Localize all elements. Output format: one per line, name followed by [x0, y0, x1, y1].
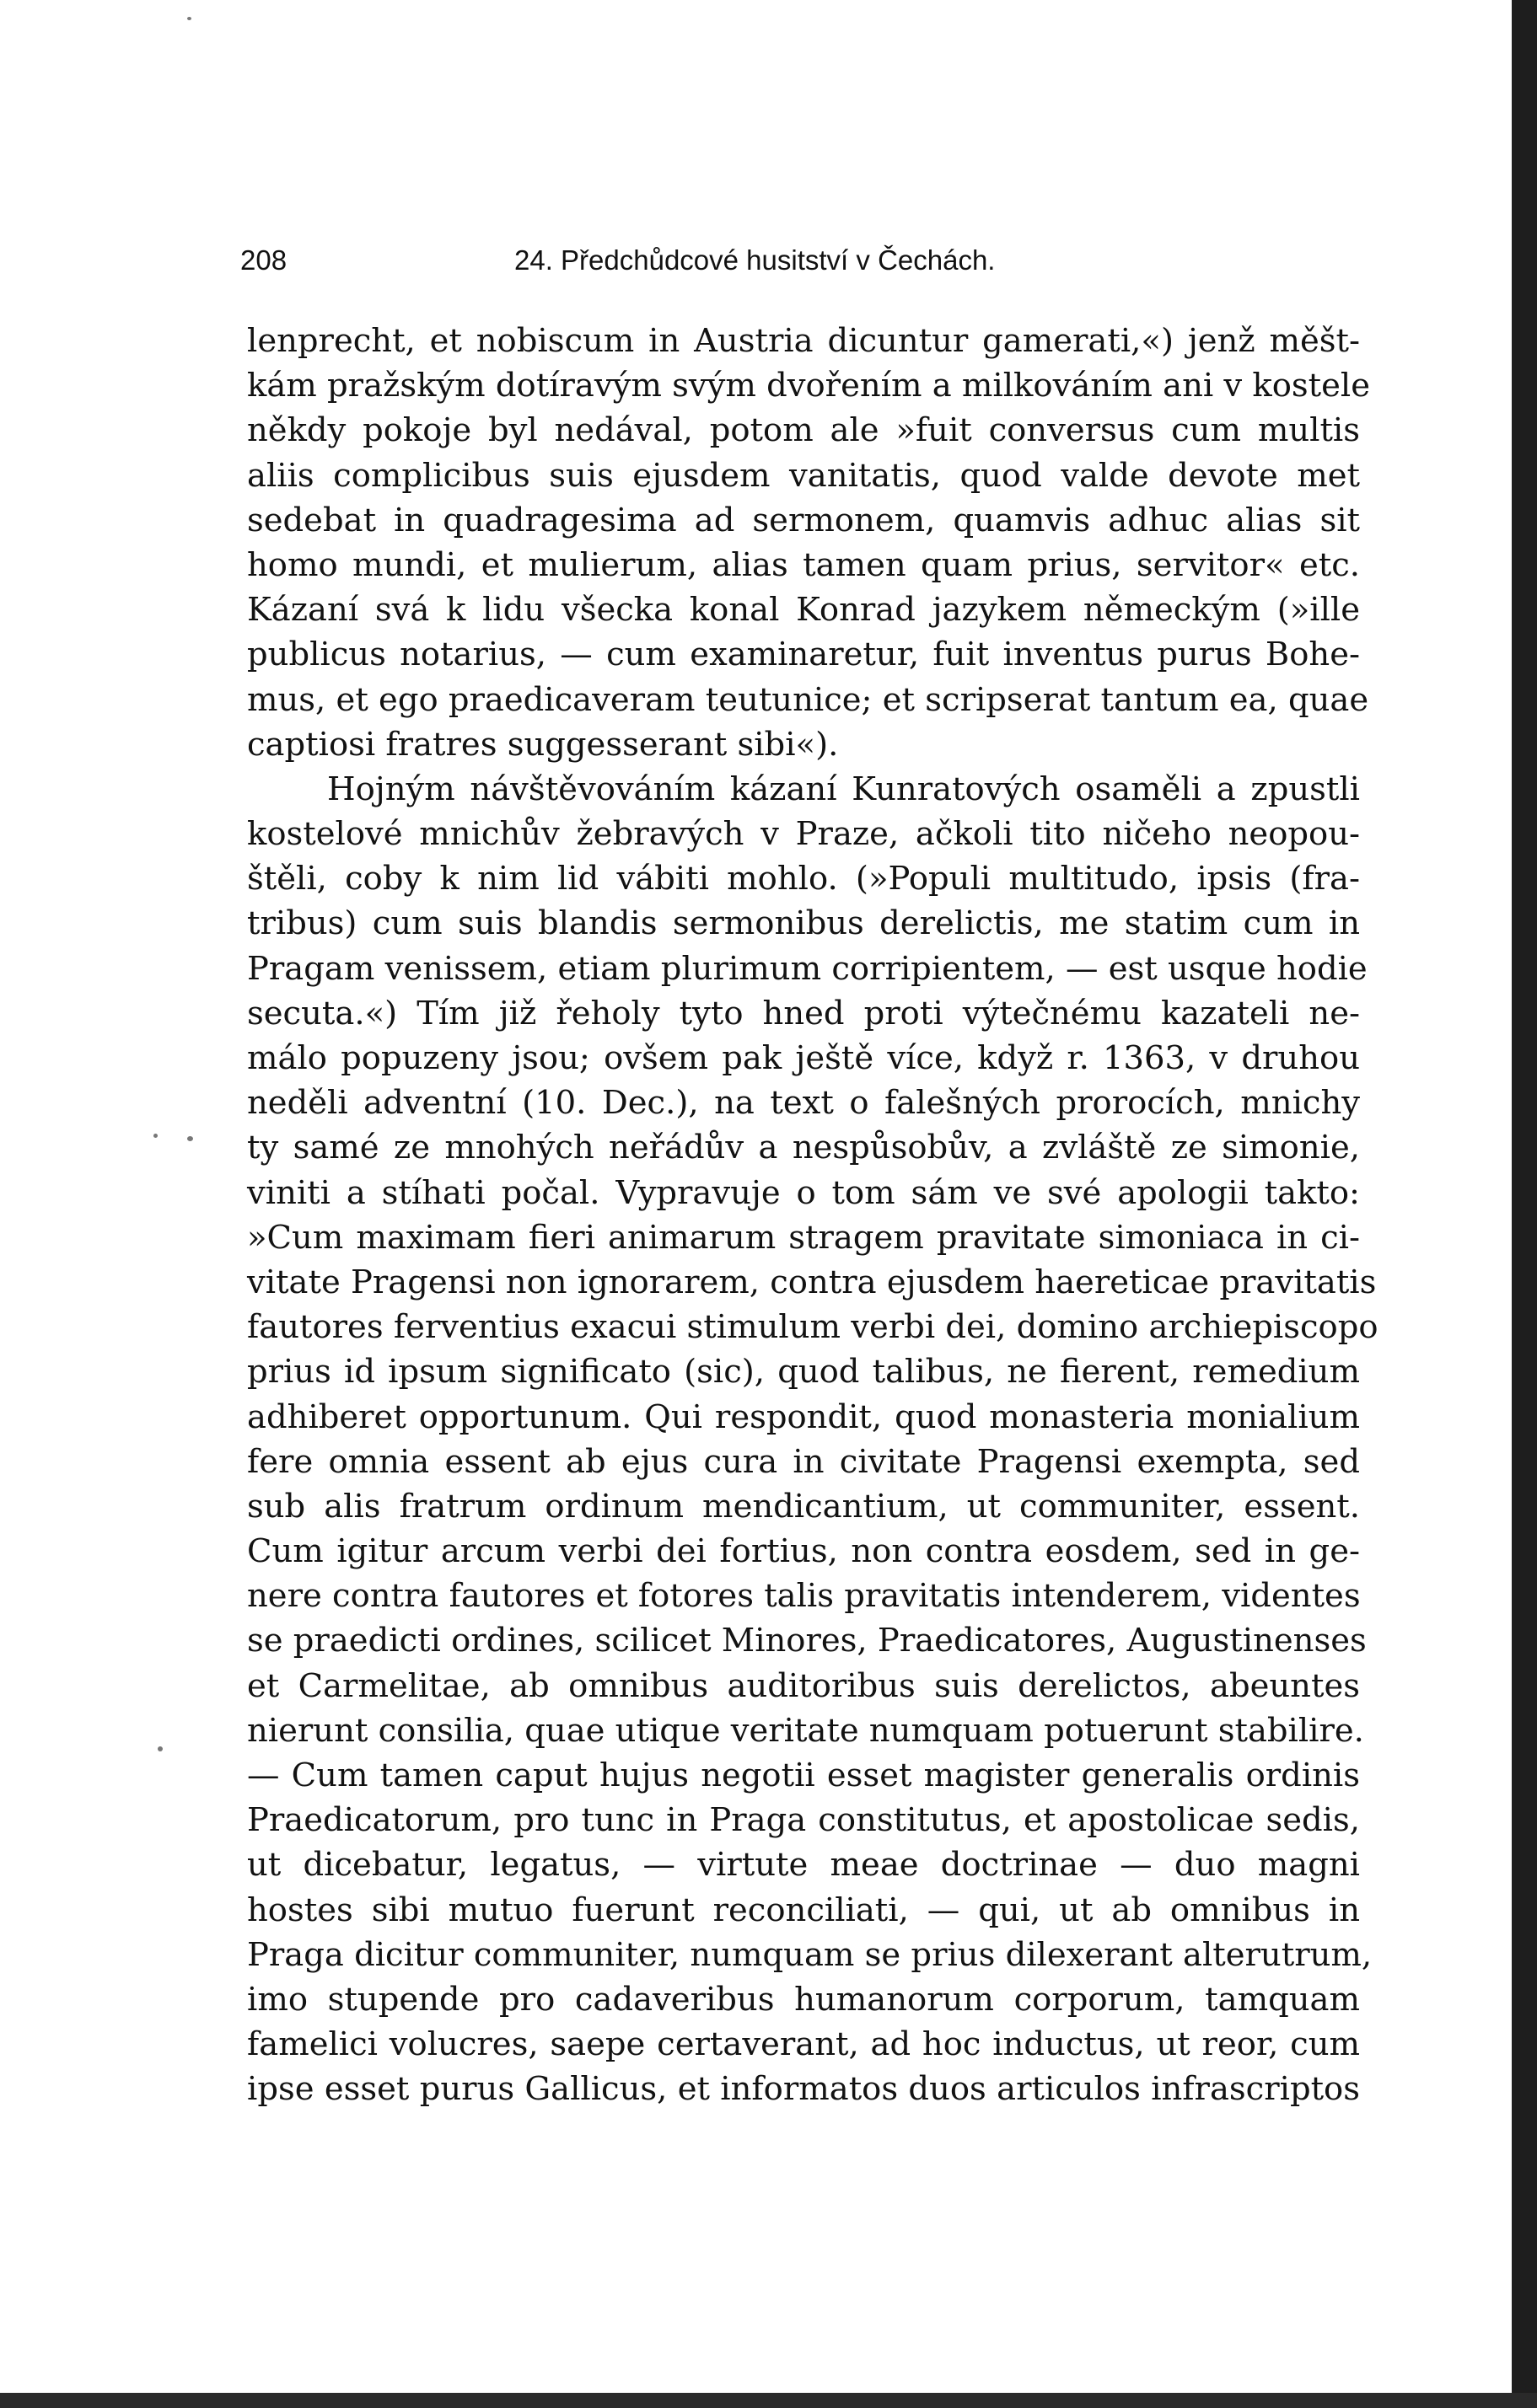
paragraph-first-line: Hojným návštěvováním kázaní Kunratových osaměli a zpustli [327, 770, 1360, 808]
text-line: málo popuzeny jsou; ovšem pak ještě více, když r. 1363, v druhou [247, 1039, 1360, 1077]
text-line: tribus) cum suis blandis sermonibus derelictis, me statim cum in [247, 904, 1360, 943]
running-head [240, 244, 1366, 278]
text-line: secuta.«) Tím již řeholy tyto hned proti výtečnému kazateli ne- [247, 994, 1360, 1032]
text-line: homo mundi, et mulierum, alias tamen quam prius, servitor« etc. [247, 545, 1360, 584]
text-line: sub alis fratrum ordinum mendicantium, ut communiter, essent. [247, 1487, 1360, 1526]
text-line: prius id ipsum significato (sic), quod talibus, ne fierent, remedium [247, 1353, 1360, 1392]
scan-border-right [1512, 0, 1537, 2408]
text-line: lenprecht, et nobiscum in Austria dicuntur gamerati,«) jenž měšt- [247, 322, 1360, 360]
text-line: fautores ferventius exacui stimulum verbi dei, domino archiepiscopo [247, 1308, 1378, 1347]
text-line: mus, et ego praedicaveram teutunice; et scripserat tantum ea, quae [247, 680, 1369, 719]
running-title: 24. Předchůdcové husitství v Čechách. [514, 244, 996, 276]
text-line: Pragam venissem, etiam plurimum corripientem, — est usque hodie [247, 949, 1368, 988]
text-line: »Cum maximam fieri animarum stragem pravitate simoniaca in ci- [247, 1218, 1360, 1257]
scan-border-bottom [0, 2393, 1537, 2408]
text-line: — Cum tamen caput hujus negotii esset magister generalis ordinis [247, 1756, 1360, 1794]
scan-speck [158, 1746, 163, 1751]
text-line: sedebat in quadragesima ad sermonem, quamvis adhuc alias sit [247, 501, 1360, 539]
text-line: štěli, coby k nim lid vábiti mohlo. (»Populi multitudo, ipsis (fra- [247, 860, 1360, 898]
text-line: nere contra fautores et fotores talis pravitatis intenderem, videntes [247, 1577, 1361, 1616]
text-line: Cum igitur arcum verbi dei fortius, non contra eosdem, sed in ge- [247, 1532, 1360, 1571]
text-line: adhiberet opportunum. Qui respondit, quod monasteria monialium [247, 1397, 1360, 1436]
text-line: viniti a stíhati počal. Vypravuje o tom sám ve své apologii takto: [247, 1173, 1360, 1212]
body-text [247, 319, 1378, 2112]
page-number: 208 [240, 244, 288, 276]
text-line: ipse esset purus Gallicus, et informatos duos articulos infrascriptos [247, 2070, 1360, 2109]
text-line: kostelové mnichův žebravých v Praze, ačkoli tito ničeho neopou- [247, 815, 1360, 854]
text-line: imo stupende pro cadaveribus humanorum corporum, tamquam [247, 1980, 1360, 2019]
text-line: neděli adventní (10. Dec.), na text o falešných prorocích, mnichy [247, 1084, 1360, 1123]
text-line: Praedicatorum, pro tunc in Praga constitutus, et apostolicae sedis, [247, 1801, 1360, 1840]
text-line: ut dicebatur, legatus, — virtute meae doctrinae — duo magni [247, 1846, 1360, 1885]
text-line: famelici volucres, saepe certaverant, ad hoc inductus, ut reor, cum [247, 2025, 1360, 2064]
text-line: se praedicti ordines, scilicet Minores, Praedicatores, Augustinenses [247, 1622, 1367, 1660]
text-line: nierunt consilia, quae utique veritate numquam potuerunt stabilire. [247, 1711, 1364, 1750]
text-line: hostes sibi mutuo fuerunt reconciliati, — qui, ut ab omnibus in [247, 1890, 1360, 1929]
text-line: kám pražským dotíravým svým dvořením a milkováním ani v kostele [247, 367, 1371, 405]
text-line: Kázaní svá k lidu všecka konal Konrad jazykem německým (»ille [247, 591, 1360, 630]
scan-speck [187, 17, 191, 20]
scan-speck [187, 1136, 193, 1141]
text-line: et Carmelitae, ab omnibus auditoribus suis derelictos, abeuntes [247, 1666, 1360, 1705]
text-line: captiosi fratres suggesserant sibi«). [247, 725, 839, 764]
text-line: někdy pokoje byl nedával, potom ale »fuit conversus cum multis [247, 411, 1360, 450]
text-line: publicus notarius, — cum examinaretur, fuit inventus purus Bohe- [247, 636, 1360, 674]
text-line: ty samé ze mnohých neřádův a nespůsobův, a zvláště ze simonie, [247, 1129, 1360, 1167]
text-line: fere omnia essent ab ejus cura in civitate Pragensi exempta, sed [247, 1442, 1360, 1481]
text-line: aliis complicibus suis ejusdem vanitatis, quod valde devote met [247, 456, 1360, 495]
text-line: Praga dicitur communiter, numquam se prius dilexerant alterutrum, [247, 1935, 1373, 1974]
scan-speck [153, 1134, 158, 1138]
text-line: vitate Pragensi non ignorarem, contra ejusdem haereticae pravitatis [247, 1263, 1377, 1301]
